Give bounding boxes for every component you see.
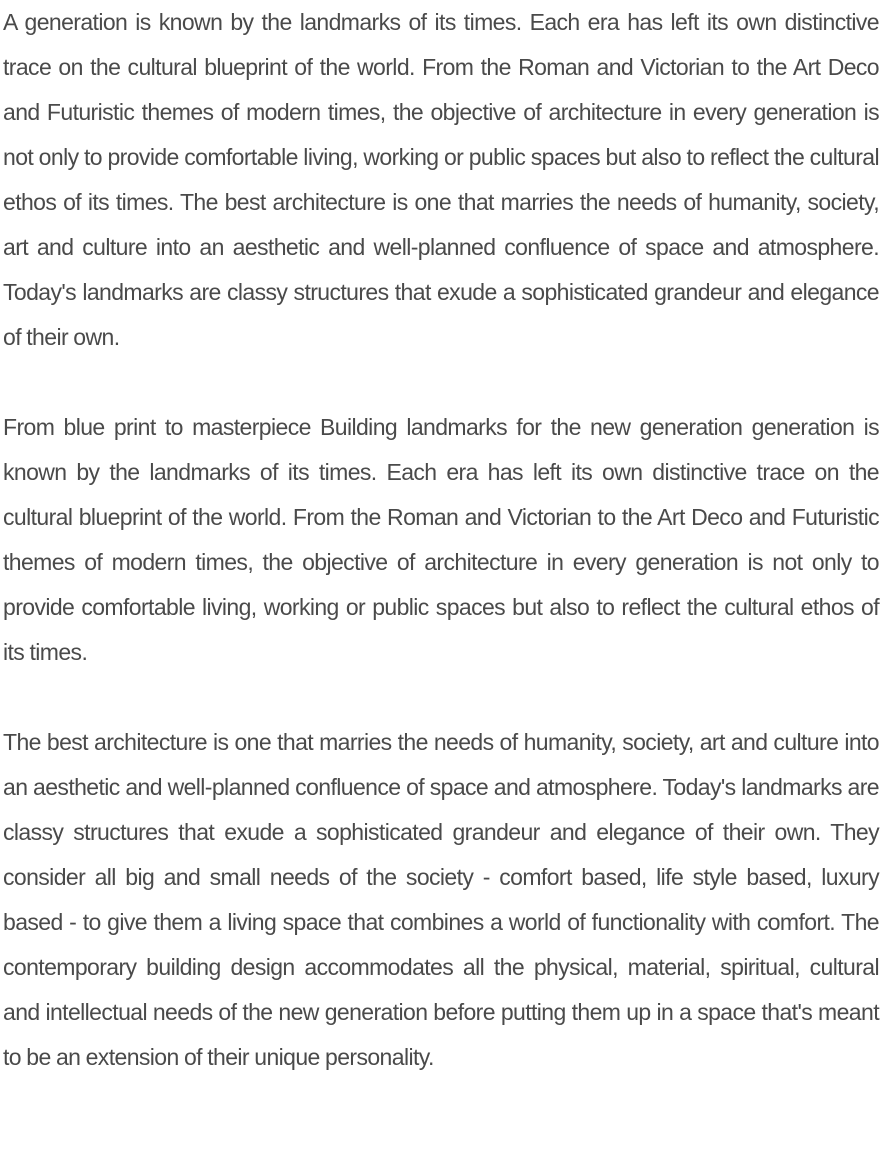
paragraph-3: The best architecture is one that marries the needs of humanity, society, art and culture into an aesthetic and well-planned confluence of space and atmosphere. Today's landmarks are classy structures that exude a sophisticated grandeur and elegance of their own. They consider all big and small needs of the society - comfort based, life style based, luxury based - to give them a living space that combines a world of functionality with comfort. The contemporary building design accommodates all the physical, material, spiritual, cultural and intellectual needs of the new generation before putting them up in a space that's meant to be an extension of their unique personality. bbox=[3, 729, 879, 1070]
paragraph-1: A generation is known by the landmarks of its times. Each era has left its own distinctive trace on the cultural blueprint of the world. From the Roman and Victorian to the Art Deco and Futuristic themes of modern times, the objective of architecture in every generation is not only to provide comfortable living, working or public spaces but also to reflect the cultural ethos of its times. The best architecture is one that marries the needs of humanity, society, art and culture into an aesthetic and well-planned confluence of space and atmosphere. Today's landmarks are classy structures that exude a sophisticated grandeur and elegance of their own. bbox=[3, 9, 879, 350]
document-body bbox=[3, 0, 879, 1080]
paragraph-2: From blue print to masterpiece Building landmarks for the new generation generation is known by the landmarks of its times. Each era has left its own distinctive trace on the cultural blueprint of the world. From the Roman and Victorian to the Art Deco and Futuristic themes of modern times, the objective of architecture in every generation is not only to provide comfortable living, working or public spaces but also to reflect the cultural ethos of its times. bbox=[3, 414, 879, 665]
